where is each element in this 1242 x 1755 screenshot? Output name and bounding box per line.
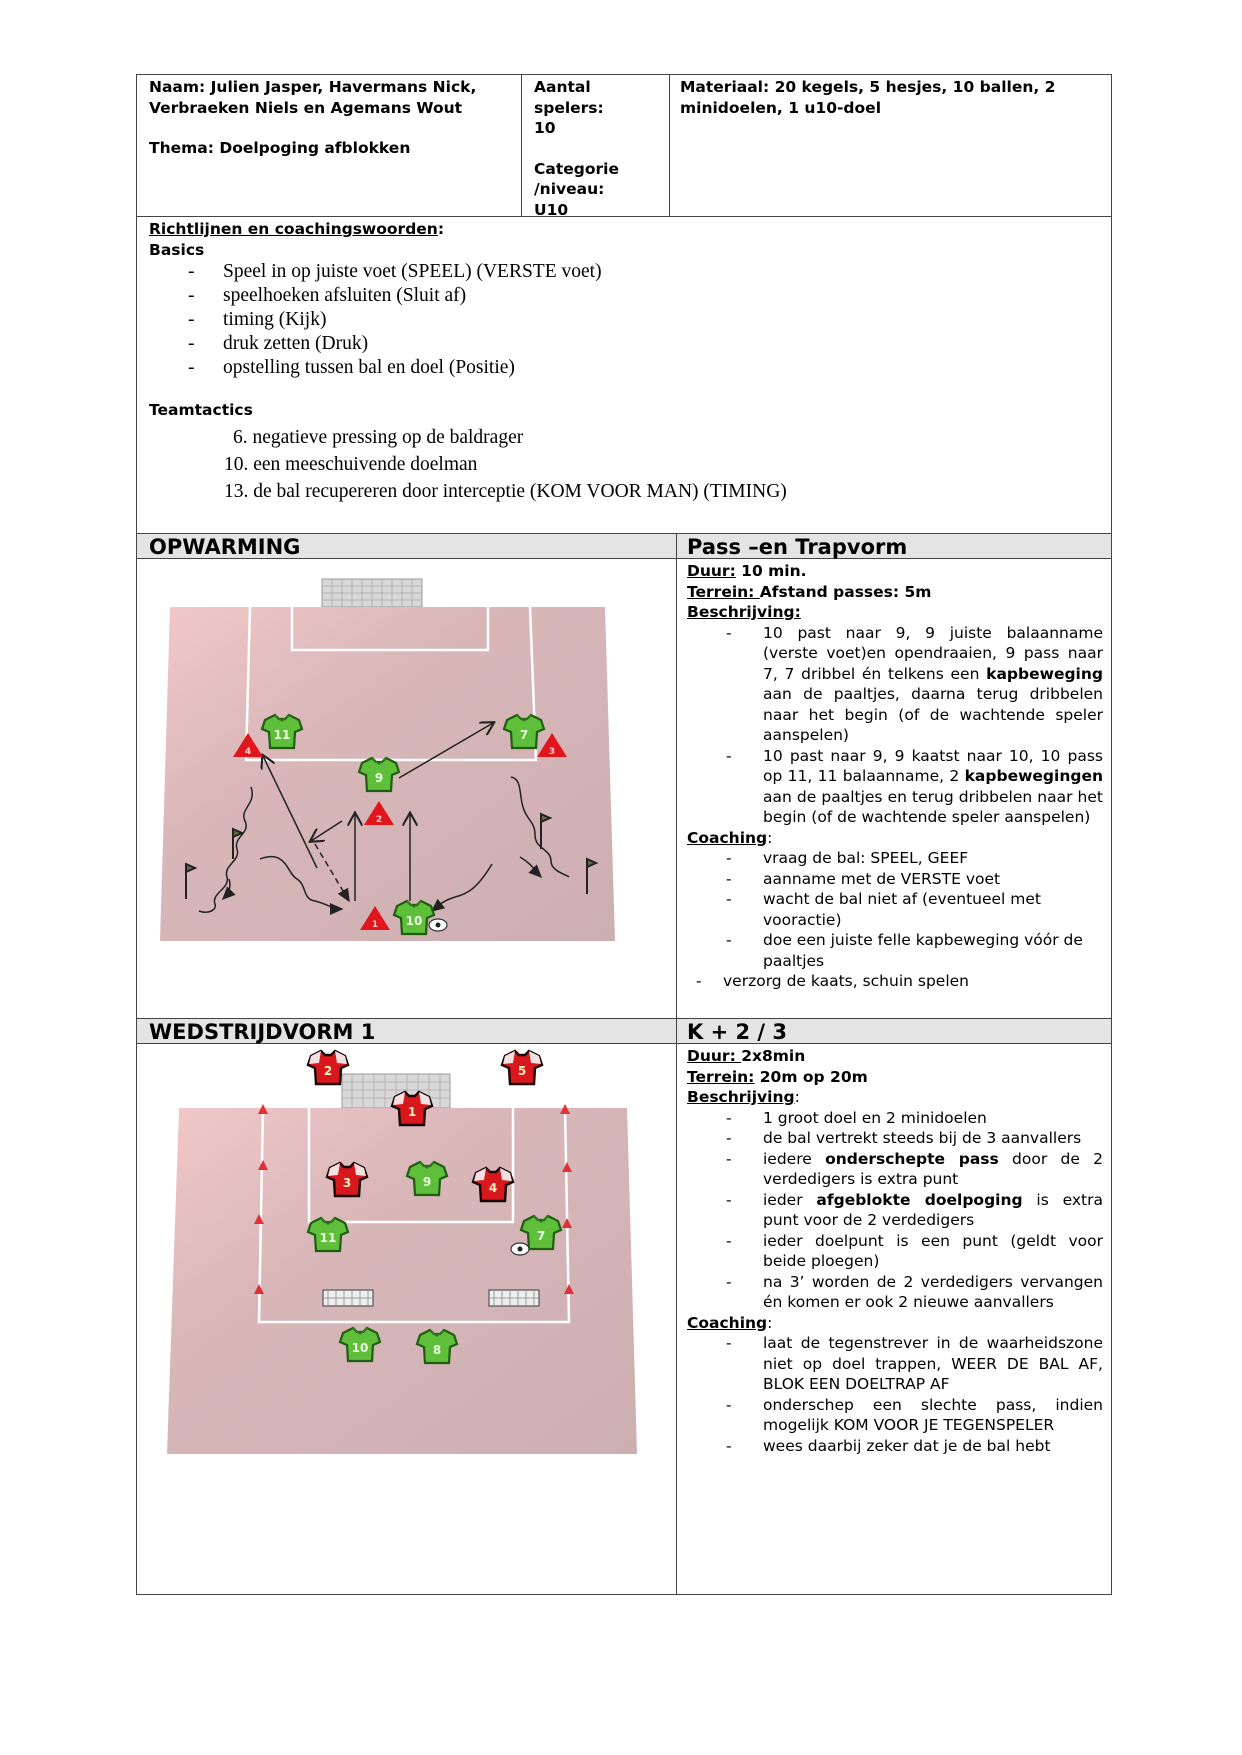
wedstrijdvorm-header-row bbox=[137, 1019, 1111, 1044]
categorie-value: U10 bbox=[534, 200, 569, 219]
basics-list bbox=[149, 260, 1099, 380]
ball-icon bbox=[511, 1243, 529, 1255]
wedstrijdvorm-diagram-cell bbox=[137, 1044, 676, 1594]
svg-text:9: 9 bbox=[374, 771, 384, 785]
terrein-value: 20m op 20m bbox=[754, 1067, 868, 1086]
coaching-label: Coaching bbox=[687, 1313, 768, 1332]
basics-item: - speelhoeken afsluiten (Sluit af) bbox=[149, 284, 1099, 308]
guidelines-cell bbox=[137, 217, 1111, 533]
opwarming-header-row bbox=[137, 534, 1111, 559]
opwarming-title: OPWARMING bbox=[149, 535, 301, 559]
wedstrijdvorm-diagram bbox=[137, 1044, 676, 1594]
terrein-value: Afstand passes: 5m bbox=[759, 582, 932, 601]
opwarming-diagram bbox=[137, 559, 676, 1018]
teamtactics-label: Teamtactics bbox=[149, 401, 253, 419]
aantal-value: 10 bbox=[534, 119, 556, 137]
coaching-item: - vraag de bal: SPEEL, GEEF bbox=[687, 848, 1103, 869]
coaching-colon: : bbox=[767, 828, 773, 847]
coaching-item: - onderschep een slechte pass, indien mogelijk KOM VOOR JE TEGENSPELER bbox=[687, 1395, 1103, 1436]
svg-text:2: 2 bbox=[375, 815, 383, 825]
basics-item: - druk zetten (Druk) bbox=[149, 332, 1099, 356]
terrein-label: Terrein: bbox=[687, 582, 760, 601]
svg-text:4: 4 bbox=[488, 1181, 498, 1195]
mini-goal bbox=[323, 1290, 373, 1306]
opwarming-description-list bbox=[687, 623, 1103, 828]
svg-text:2: 2 bbox=[323, 1064, 333, 1078]
description-item: - de bal vertrekt steeds bij de 3 aanvallers bbox=[687, 1128, 1103, 1149]
opwarming-diagram-cell bbox=[137, 559, 676, 1018]
svg-text:8: 8 bbox=[432, 1343, 442, 1357]
coaching-item: - doe een juiste felle kapbeweging vóór de paaltjes bbox=[687, 930, 1103, 971]
svg-text:11: 11 bbox=[319, 1231, 337, 1245]
wedstrijdvorm-subtitle: K + 2 / 3 bbox=[676, 1019, 1111, 1043]
basics-item: - timing (Kijk) bbox=[149, 308, 1099, 332]
opwarming-coaching-outer bbox=[687, 971, 1103, 992]
basics-item: - Speel in op juiste voet (SPEEL) (VERSTE voet) bbox=[149, 260, 1099, 284]
coaching-item: - verzorg de kaats, schuin spelen bbox=[687, 971, 1103, 992]
coaching-item: - wees daarbij zeker dat je de bal hebt bbox=[687, 1436, 1103, 1457]
team-info-cell bbox=[137, 75, 521, 216]
coaching-label: Coaching bbox=[687, 828, 768, 847]
svg-text:7: 7 bbox=[519, 728, 529, 742]
description-item: - 10 past naar 9, 9 kaatst naar 10, 10 pass op 11, 11 balaanname, 2 kapbewegingen aan de paaltjes en terug dribbelen naar het begin (of de wachtende speler aanspelen) bbox=[687, 746, 1103, 828]
opwarming-subtitle: Pass –en Trapvorm bbox=[676, 534, 1111, 558]
materiaal-cell bbox=[669, 75, 1111, 216]
description-item: - na 3’ worden de 2 verdedigers vervangen én komen er ook 2 nieuwe aanvallers bbox=[687, 1272, 1103, 1313]
guidelines-row bbox=[137, 217, 1111, 534]
svg-text:9: 9 bbox=[422, 1175, 432, 1189]
players-cell bbox=[521, 75, 669, 219]
svg-text:10: 10 bbox=[405, 914, 423, 928]
naam-text: Naam: Julien Jasper, Havermans Nick, Verbraeken Niels en Agemans Wout bbox=[149, 78, 477, 117]
description-item: - ieder afgeblokte doelpoging is extra punt voor de 2 verdedigers bbox=[687, 1190, 1103, 1231]
wedstrijdvorm-coaching-list bbox=[687, 1333, 1103, 1456]
svg-text:4: 4 bbox=[244, 747, 252, 757]
svg-text:11: 11 bbox=[273, 728, 291, 742]
opwarming-body-row bbox=[137, 559, 1111, 1019]
wedstrijdvorm-text-cell bbox=[676, 1044, 1111, 1594]
svg-text:1: 1 bbox=[371, 920, 379, 930]
categorie-label: Categorie /niveau: bbox=[534, 159, 619, 198]
svg-text:10: 10 bbox=[351, 1341, 369, 1355]
header-row bbox=[137, 75, 1111, 217]
description-item: - 1 groot doel en 2 minidoelen bbox=[687, 1108, 1103, 1129]
session-sheet bbox=[136, 74, 1112, 1595]
thema-text: Thema: Doelpoging afblokken bbox=[149, 139, 411, 157]
duur-label: Duur: bbox=[687, 562, 736, 580]
guidelines-title: Richtlijnen en coachingswoorden bbox=[149, 220, 438, 238]
description-item: - 10 past naar 9, 9 juiste balaanname (verste voet)en opendraaien, 9 pass naar 7, 7 dribbel én telkens een kapbeweging aan de paaltjes, daarna terug dribbelen naar het begin (of de wachtende speler aanspelen) bbox=[687, 623, 1103, 746]
teamtactics-item: 13. de bal recupereren door interceptie (KOM VOOR MAN) (TIMING) bbox=[224, 481, 787, 502]
duur-label: Duur: bbox=[687, 1047, 742, 1065]
opwarming-text-cell bbox=[676, 559, 1111, 1018]
coaching-item: - wacht de bal niet af (eventueel met vooractie) bbox=[687, 889, 1103, 930]
wedstrijdvorm-title: WEDSTRIJDVORM 1 bbox=[149, 1020, 376, 1044]
beschrijving-colon: : bbox=[794, 1088, 800, 1106]
mini-goal bbox=[489, 1290, 539, 1306]
teamtactics-item: 6. negatieve pressing op de baldrager bbox=[233, 427, 524, 448]
svg-text:3: 3 bbox=[548, 747, 556, 757]
guidelines-title-colon: : bbox=[437, 220, 445, 238]
coaching-colon: : bbox=[767, 1313, 773, 1332]
duur-value: 2x8min bbox=[741, 1047, 806, 1065]
coaching-item: - laat de tegenstrever in de waarheidszone niet op doel trappen, WEER DE BAL AF, BLOK EEN DOELTRAP AF bbox=[687, 1333, 1103, 1395]
svg-text:1: 1 bbox=[407, 1105, 417, 1119]
duur-value: 10 min. bbox=[735, 562, 807, 580]
player-red-5 bbox=[502, 1051, 542, 1084]
description-item: - ieder doelpunt is een punt (geldt voor beide ploegen) bbox=[687, 1231, 1103, 1272]
terrein-label: Terrein: bbox=[687, 1067, 755, 1086]
beschrijving-label: Beschrijving: bbox=[687, 603, 801, 621]
basics-item: - opstelling tussen bal en doel (Positie) bbox=[149, 356, 1099, 380]
wedstrijdvorm-description-list bbox=[687, 1108, 1103, 1313]
svg-text:7: 7 bbox=[536, 1229, 546, 1243]
teamtactics-item: 10. een meeschuivende doelman bbox=[224, 454, 478, 475]
description-item: - iedere onderschepte pass door de 2 verdedigers is extra punt bbox=[687, 1149, 1103, 1190]
wedstrijdvorm-body-row bbox=[137, 1044, 1111, 1594]
opwarming-coaching-list bbox=[687, 848, 1103, 971]
coaching-item: - aanname met de VERSTE voet bbox=[687, 869, 1103, 890]
basics-label: Basics bbox=[149, 240, 205, 259]
aantal-label: Aantal spelers: bbox=[534, 78, 604, 117]
svg-text:5: 5 bbox=[517, 1064, 527, 1078]
materiaal-text: Materiaal: 20 kegels, 5 hesjes, 10 ballen, 2 minidoelen, 1 u10-doel bbox=[680, 78, 1056, 117]
ball-icon bbox=[429, 919, 447, 931]
svg-text:3: 3 bbox=[342, 1176, 352, 1190]
beschrijving-label: Beschrijving bbox=[687, 1088, 795, 1106]
